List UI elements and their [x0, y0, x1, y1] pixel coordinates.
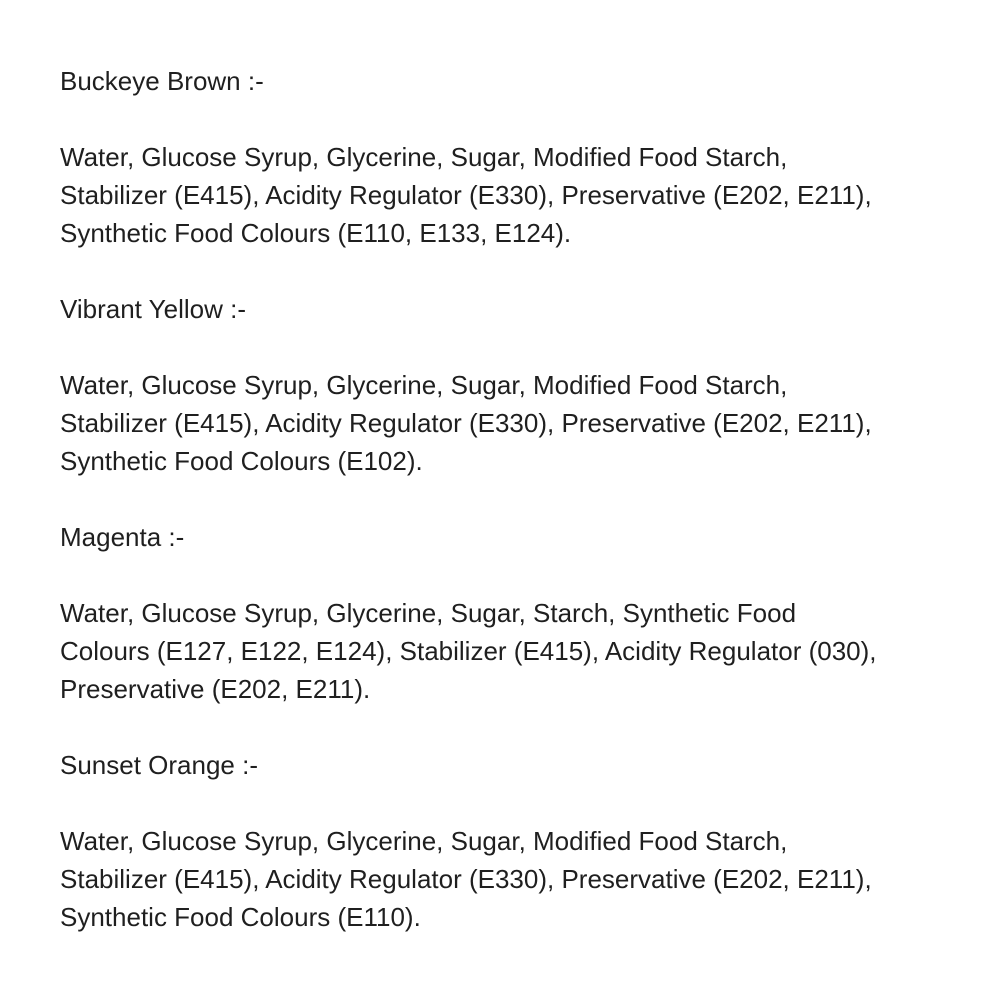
ingredients-document — [60, 62, 960, 974]
section-buckeye-brown — [60, 62, 960, 252]
ingredients-line: Stabilizer (E415), Acidity Regulator (E330), Preservative (E202, E211), — [60, 864, 872, 894]
ingredients-line: Water, Glucose Syrup, Glycerine, Sugar, Modified Food Starch, — [60, 142, 788, 172]
section-sunset-orange — [60, 746, 960, 936]
section-magenta — [60, 518, 960, 708]
ingredients-line: Colours (E127, E122, E124), Stabilizer (E415), Acidity Regulator (030), — [60, 636, 877, 666]
ingredients-line: Stabilizer (E415), Acidity Regulator (E330), Preservative (E202, E211), — [60, 180, 872, 210]
ingredients-text — [60, 594, 960, 708]
ingredients-line: Stabilizer (E415), Acidity Regulator (E330), Preservative (E202, E211), — [60, 408, 872, 438]
ingredients-line: Synthetic Food Colours (E110, E133, E124). — [60, 218, 572, 248]
ingredients-text — [60, 822, 960, 936]
ingredients-line: Water, Glucose Syrup, Glycerine, Sugar, Starch, Synthetic Food — [60, 598, 797, 628]
ingredients-line: Synthetic Food Colours (E102). — [60, 446, 423, 476]
section-vibrant-yellow — [60, 290, 960, 480]
ingredients-line: Preservative (E202, E211). — [60, 674, 371, 704]
section-title: Magenta :- — [60, 522, 185, 552]
section-title: Sunset Orange :- — [60, 750, 258, 780]
section-title: Buckeye Brown :- — [60, 66, 264, 96]
section-title: Vibrant Yellow :- — [60, 294, 246, 324]
ingredients-line: Water, Glucose Syrup, Glycerine, Sugar, Modified Food Starch, — [60, 370, 788, 400]
ingredients-line: Water, Glucose Syrup, Glycerine, Sugar, Modified Food Starch, — [60, 826, 788, 856]
ingredients-text — [60, 138, 960, 252]
ingredients-text — [60, 366, 960, 480]
ingredients-line: Synthetic Food Colours (E110). — [60, 902, 421, 932]
